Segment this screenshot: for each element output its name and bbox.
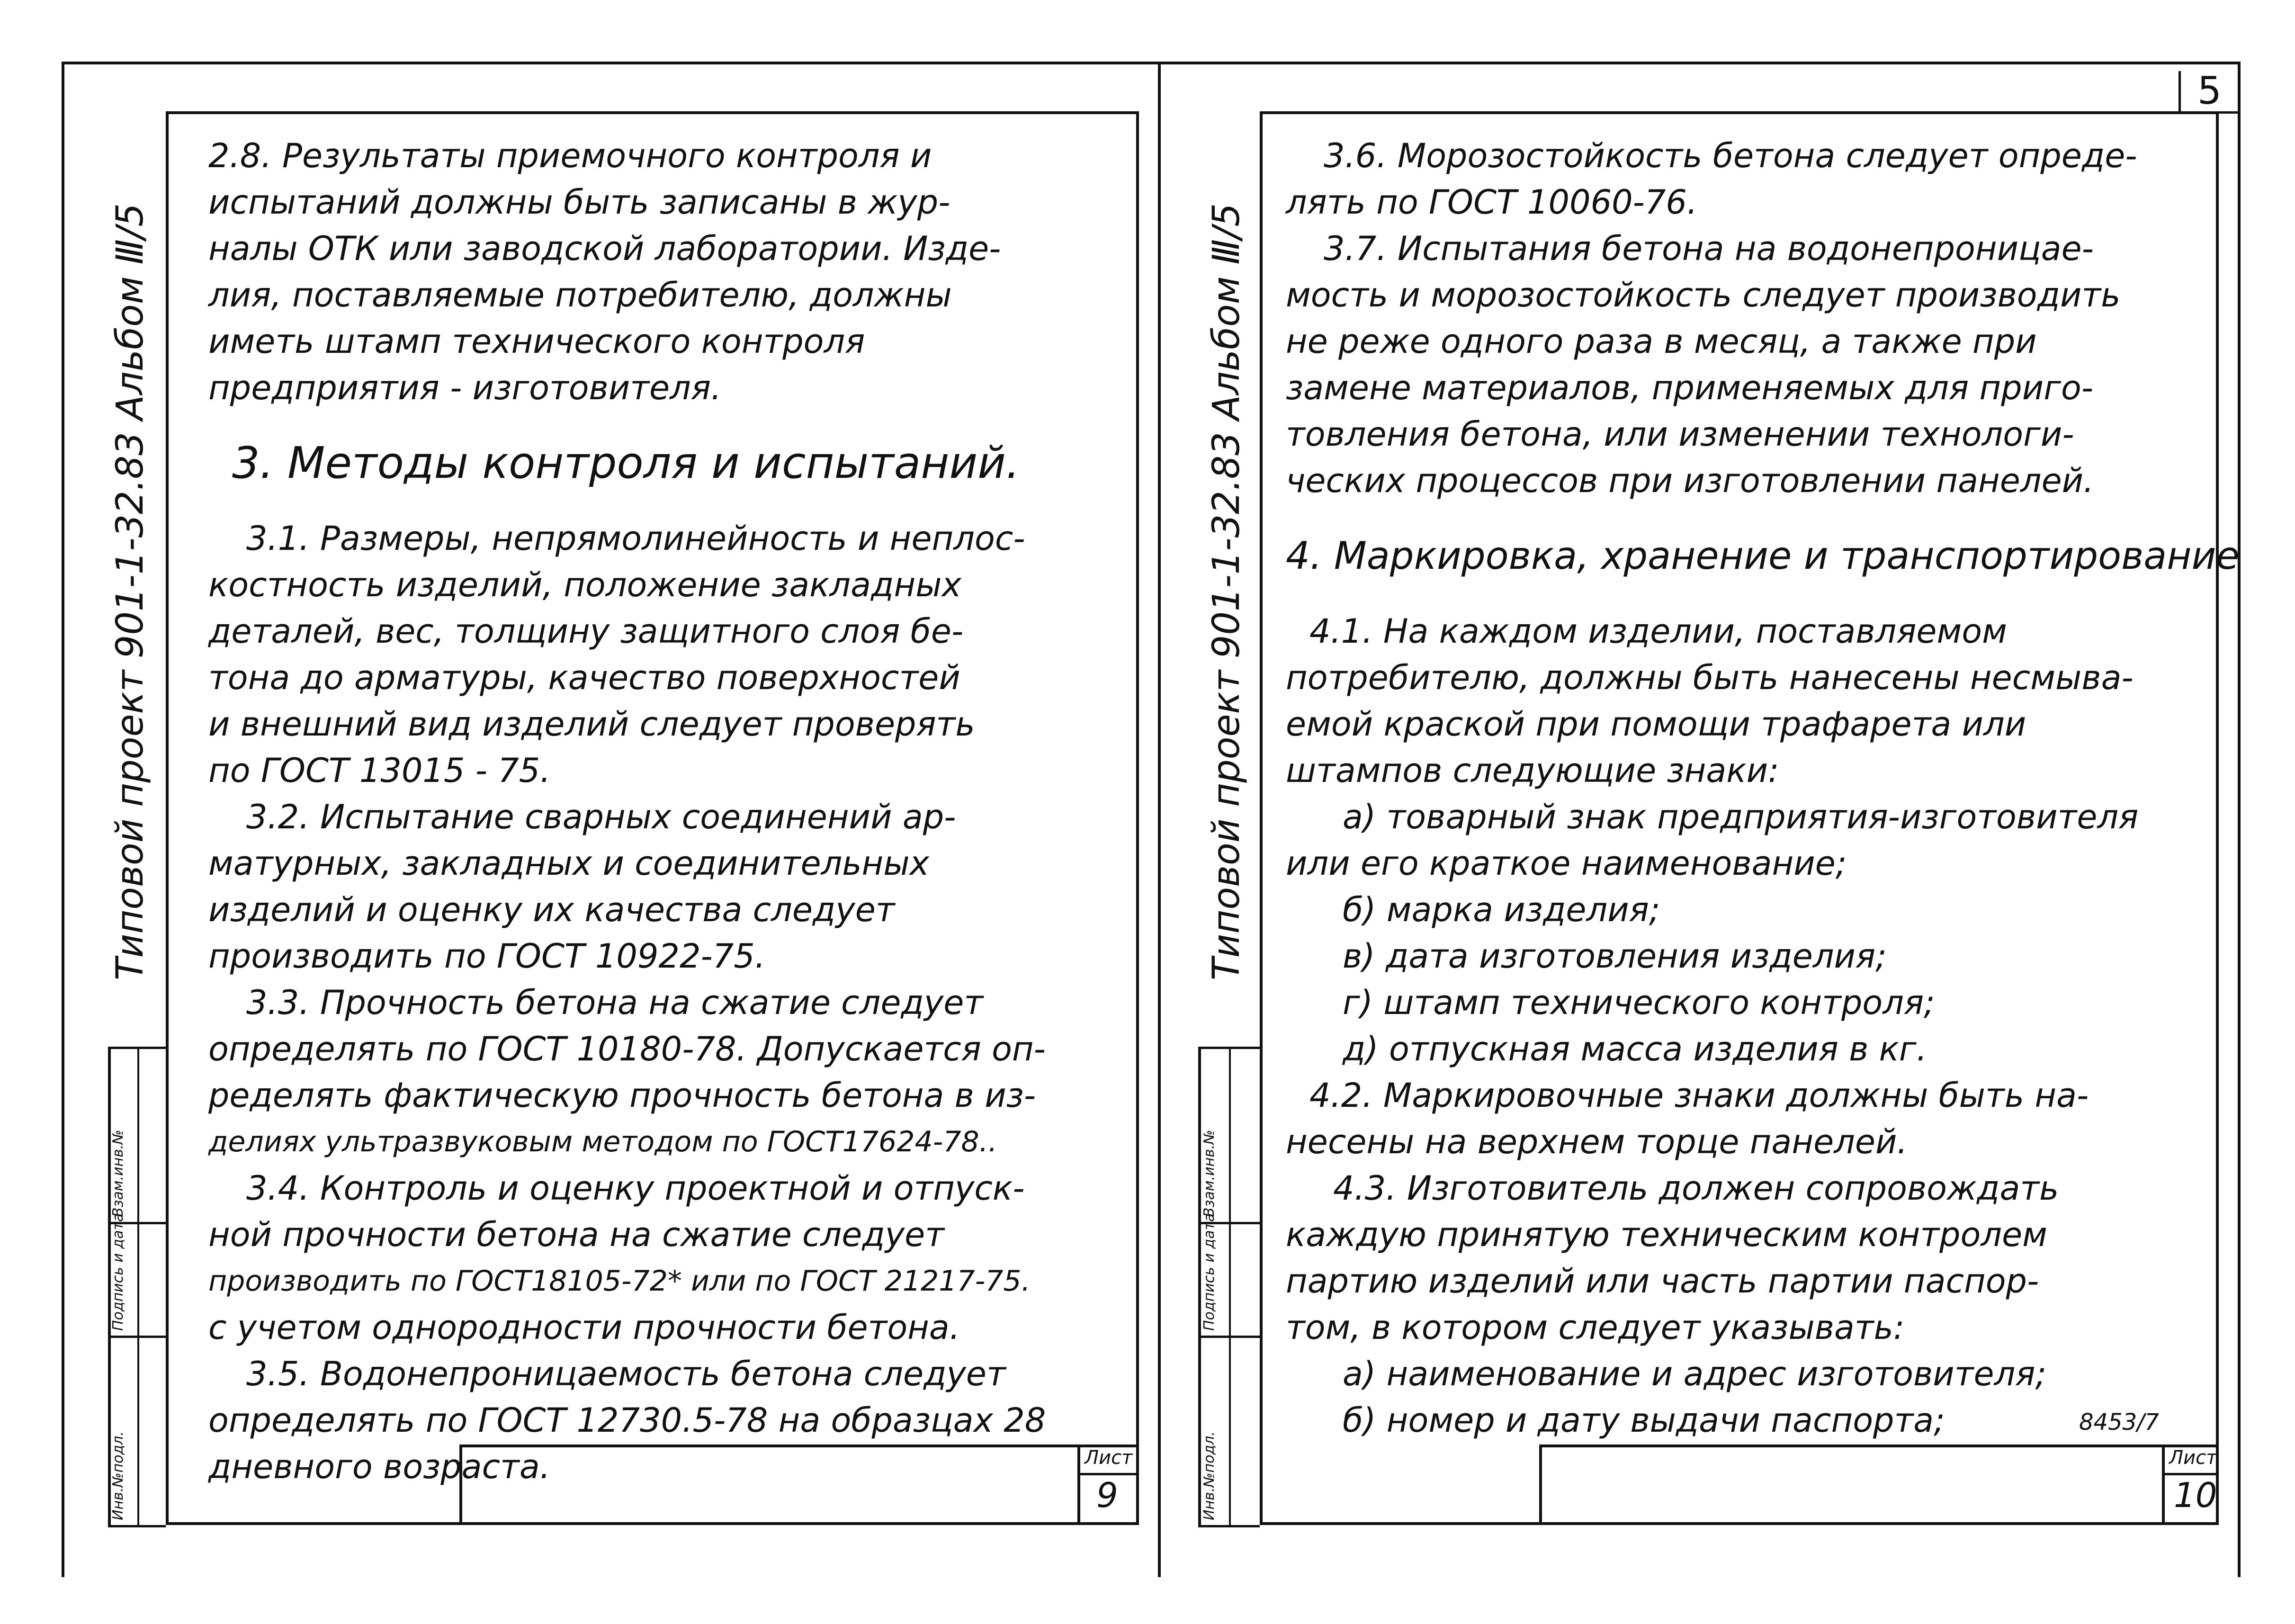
right-titleblock-top (1539, 1445, 2219, 1447)
left-line-25: ной прочности бетона на сжатие следует (208, 1215, 944, 1254)
right-line-2: лять по ГОСТ 10060-76. (1286, 183, 1698, 222)
right-stamp-label-sign: Подпись и дата (1201, 1213, 1218, 1331)
right-sheet-label: Лист (2169, 1447, 2217, 1469)
left-line-24: 3.4. Контроль и оценку проектной и отпуск- (246, 1169, 1025, 1208)
left-sheet-body (208, 133, 1046, 1490)
left-stamp-label-inv: Инв.№подл. (110, 1431, 126, 1520)
outer-left-rule (62, 62, 64, 1577)
left-line-10: 3.1. Размеры, непрямолинейность и неплос- (246, 519, 1025, 558)
left-line-14: и внешний вид изделий следует проверять (208, 705, 975, 744)
right-line-23: несены на верхнем торце панелей. (1286, 1122, 1908, 1161)
left-sheet-number: 9 (1096, 1475, 1118, 1515)
left-spacer-1 (208, 411, 1046, 435)
left-line-30: дневного возраста. (208, 1447, 550, 1486)
left-stamp-split (137, 1047, 139, 1525)
right-line-7: товления бетона, или изменении технологи- (1286, 415, 2074, 454)
right-line-6: замене материалов, применяемых для приго- (1286, 368, 2094, 407)
left-line-17: матурных, закладных и соединительных (208, 844, 930, 883)
left-spacer-2 (208, 492, 1046, 515)
right-line-5: не реже одного раза в месяц, а также при (1286, 322, 2037, 361)
left-titleblock-sheet-split (1077, 1445, 1080, 1525)
right-line-14: емой краской при помощи трафарета или (1286, 705, 2026, 744)
outer-top-rule (62, 62, 2240, 64)
right-line-1: 3.6. Морозостойкость бетона следует опреде- (1324, 136, 2137, 175)
left-stamp-rule-2 (108, 1336, 166, 1338)
right-line-13: потребителю, должны быть нанесены несмыва- (1286, 658, 2134, 697)
left-line-11: костность изделий, положение закладных (208, 565, 961, 604)
right-line-16: а) товарный знак предприятия-изготовителя (1343, 798, 2139, 836)
right-line-19: в) дата изготовления изделия; (1343, 937, 1887, 976)
left-line-26: производить по ГОСТ18105-72* или по ГОСТ 21217-75. (208, 1265, 1031, 1298)
left-line-21: определять по ГОСТ 10180-78. Допускается оп- (208, 1030, 1046, 1068)
right-sheet-body (1286, 133, 2240, 1444)
left-line-18: изделий и оценку их качества следует (208, 890, 895, 929)
right-line-15: штампов следующие знаки: (1286, 751, 1779, 790)
left-line-27: с учетом однородности прочности бетона. (208, 1308, 960, 1347)
left-line-28: 3.5. Водонепроницаемость бетона следует (246, 1355, 1006, 1393)
right-stamp-split (1229, 1047, 1231, 1525)
page-divider (1158, 62, 1161, 1577)
right-line-29: б) номер и дату выдачи паспорта; (1343, 1401, 1945, 1440)
right-line-27: том, в котором следует указывать: (1286, 1308, 1905, 1347)
right-side-label: Типовой проект 901-1-32.83 Альбом Ⅲ/5 (1205, 203, 1248, 980)
right-line-24: 4.3. Изготовитель должен сопровождать (1333, 1169, 2059, 1208)
right-drawing-code: 8453/7 (2079, 1409, 2159, 1436)
right-line-8: ческих процессов при изготовлении панелей. (1286, 461, 2094, 500)
left-line-13: тона до арматуры, качество поверхностей (208, 658, 960, 697)
right-titleblock-sheet-split (2162, 1445, 2165, 1525)
right-line-25: каждую принятую техническим контролем (1286, 1215, 2047, 1254)
left-stamp-label-sign: Подпись и дата (110, 1213, 126, 1331)
left-line-1: 2.8. Результаты приемочного контроля и (208, 136, 932, 175)
left-stamp-label-replace: Взам.инв.№ (110, 1130, 126, 1217)
left-line-29: определять по ГОСТ 12730.5-78 на образцах 28 (208, 1401, 1046, 1440)
left-line-5: иметь штамп технического контроля (208, 322, 865, 361)
right-stamp-label-inv: Инв.№подл. (1201, 1431, 1218, 1520)
left-line-2: испытаний должны быть записаны в жур- (208, 183, 950, 222)
right-stamp-rule-3 (1198, 1525, 1260, 1527)
left-line-6: предприятия - изготовителя. (208, 368, 722, 407)
left-stamp-rule-top (108, 1047, 166, 1049)
right-line-26: партию изделий или часть партии паспор- (1286, 1262, 2039, 1301)
right-line-12: 4.1. На каждом изделии, поставляемом (1309, 612, 2007, 651)
left-line-15: по ГОСТ 13015 - 75. (208, 751, 551, 790)
left-line-22: ределять фактическую прочность бетона в из- (208, 1076, 1036, 1115)
right-line-3: 3.7. Испытания бетона на водонепроницае- (1324, 229, 2094, 268)
left-side-label: Типовой проект 901-1-32.83 Альбом Ⅲ/5 (109, 203, 152, 980)
left-line-12: деталей, вес, толщину защитного слоя бе- (208, 612, 964, 651)
left-line-16: 3.2. Испытание сварных соединений ар- (246, 798, 956, 836)
left-section-heading: 3. Методы контроля и испытаний. (232, 438, 1020, 488)
left-line-4: лия, поставляемые потребителю, должны (208, 276, 952, 314)
right-spacer-1 (1286, 504, 2240, 528)
right-section-heading: 4. Маркировка, хранение и транспортирование (1286, 534, 2240, 578)
right-line-17: или его краткое наименование; (1286, 844, 1847, 883)
right-line-20: г) штамп технического контроля; (1343, 983, 1935, 1022)
right-line-22: 4.2. Маркировочные знаки должны быть на- (1309, 1076, 2089, 1115)
right-sheet-number: 10 (2174, 1475, 2217, 1515)
corner-page-number: 5 (2197, 69, 2222, 113)
right-line-18: б) марка изделия; (1343, 890, 1660, 929)
left-line-19: производить по ГОСТ 10922-75. (208, 937, 766, 976)
left-sheet-label: Лист (1085, 1447, 1133, 1469)
right-titleblock-left (1539, 1445, 1542, 1525)
left-line-20: 3.3. Прочность бетона на сжатие следует (246, 983, 984, 1022)
left-line-3: налы ОТК или заводской лаборатории. Изде- (208, 229, 1001, 268)
left-line-23: делиях ультразвуковым методом по ГОСТ17624-78.. (208, 1125, 997, 1158)
right-spacer-2 (1286, 584, 2240, 608)
right-line-21: д) отпускная масса изделия в кг. (1343, 1030, 1927, 1068)
right-line-4: мость и морозостойкость следует производить (1286, 276, 2121, 314)
right-line-28: а) наименование и адрес изготовителя; (1343, 1355, 2047, 1393)
right-stamp-label-replace: Взам.инв.№ (1201, 1130, 1218, 1217)
left-stamp-rule-3 (108, 1525, 166, 1527)
